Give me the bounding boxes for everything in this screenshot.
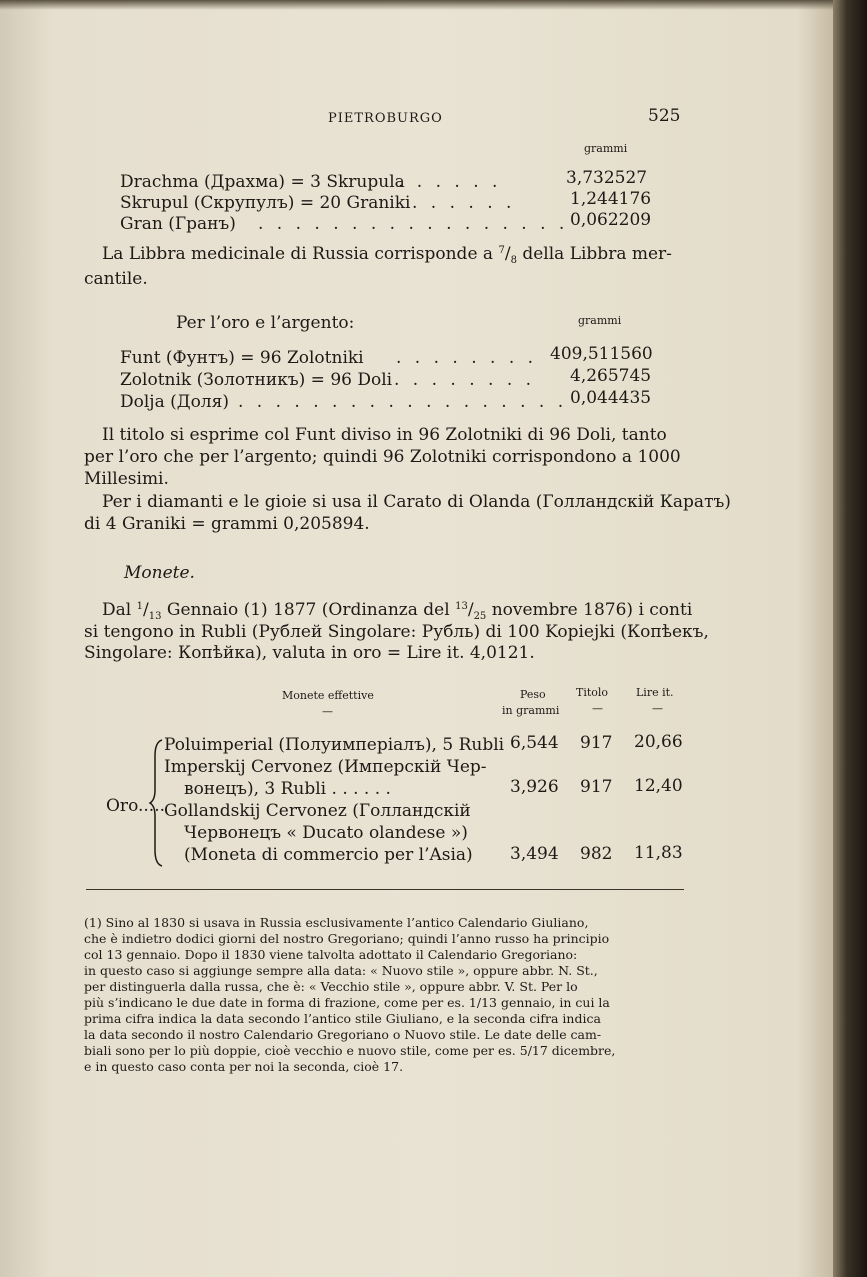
col-header-lire: Lire it. [636,686,674,699]
coin-line: (Moneta di commercio per l’Asia) [184,845,473,865]
medicinal-row-label: Skrupul (Скрупулъ) = 20 Graniki [120,193,411,213]
footnote-line: che è indietro dodici giorni del nostro Gregoriano; quindi l’anno russo ha principio [84,931,610,946]
footnote-line: prima cifra indica la data secondo l’antico stile Giuliano, e la seconda cifra indica [84,1011,601,1026]
note-text: La Libbra medicinale di Russia corrisponde a [102,244,494,264]
coin-titolo: 982 [580,844,613,864]
monete-intro-line1: Dal $^1/_{13}$ Gennaio (1) 1877 (Ordinanza del $^{13}/_{25}$ novembre 1876) i conti [102,600,693,622]
fraction-denominator: 8 [510,255,517,266]
intro-text: Dal [102,600,132,620]
gold-row-value: 409,511560 [550,344,653,364]
col-dash: — [322,705,333,718]
footnote-line: in questo caso si aggiunge sempre alla data: « Nuovo stile », oppure abbr. N. St., [84,963,598,978]
footnote-rule [86,889,684,890]
coin-lire: 20,66 [634,732,683,752]
unit-header-gold: grammi [578,314,622,327]
coin-line: вонецъ), 3 Rubli . . . . . . [184,779,391,799]
page-number: 525 [648,106,681,126]
coin-peso: 3,494 [510,844,559,864]
col-dash: — [592,702,603,715]
monete-intro-line2: si tengono in Rubli (Рублей Singolare: Рубль) di 100 Kopiejki (Копѣекъ, [84,622,709,642]
coin-line: Imperskij Cervonez (Имперскій Чер- [164,757,487,777]
note-text-end: della Libbra mer- [522,244,672,264]
medicinal-row-label: Gran (Гранъ) [120,214,236,234]
gold-heading: Per l’oro e l’argento: [176,313,355,333]
coin-line: Poluimperial (Полуимперіалъ), 5 Rubli [164,735,505,755]
book-spine [833,0,867,1277]
footnote-line: (1) Sino al 1830 si usava in Russia esclusivamente l’antico Calendario Giuliano, [84,915,589,930]
col-header-peso-2: in grammi [502,704,560,717]
gold-row-label: Zolotnik (Золотникъ) = 96 Doli [120,370,393,390]
leader-dots: . . . . . . . . . . . . . . . . . . [238,392,568,412]
fraction-denominator: 25 [473,611,487,622]
carato-paragraph-line: Per i diamanti e le gioie si usa il Carato di Olanda (Голландскій Каратъ) [102,492,731,512]
leader-dots: . . . . . . . . . . . . . . . . . [258,214,569,234]
medicinal-row-label: Drachma (Драхма) = 3 Skrupula [120,172,405,192]
leader-dots: . . . . . . . . [396,348,538,368]
col-header-coin: Monete effettive [282,689,374,702]
fraction-denominator: 13 [148,611,162,622]
gold-row-label: Dolja (Доля) [120,392,229,412]
col-header-titolo: Titolo [576,686,609,699]
gold-row-label: Funt (Фунтъ) = 96 Zolotniki [120,348,364,368]
footnote-line: la data secondo il nostro Calendario Gregoriano o Nuovo stile. Le date delle cam- [84,1027,602,1042]
coin-titolo: 917 [580,733,613,753]
footnote-line: più s’indicano le due date in forma di frazione, come per es. 1/13 gennaio, in cui la [84,995,610,1010]
carato-paragraph-line: di 4 Graniki = grammi 0,205894. [84,514,370,534]
fraction-numerator: 13 [455,601,468,612]
footnote-line: col 13 gennaio. Dopo il 1830 viene talvolta adottato il Calendario Gregoriano: [84,947,578,962]
coin-lire: 12,40 [634,776,683,796]
group-label-oro: Oro..... [106,796,166,816]
footnote-line: per distinguerla dalla russa, che è: « Vecchio stile », oppure abbr. V. St. Per lo [84,979,578,994]
coin-line: Gollandskij Cervonez (Голландскій [164,801,471,821]
col-dash: — [652,702,663,715]
coin-line: Червонецъ « Ducato olandese ») [184,823,468,843]
gold-row-value: 4,265745 [570,366,652,386]
monete-intro-line3: Singolare: Копѣйка), valuta in oro = Lire it. 4,0121. [84,643,535,663]
coin-titolo: 917 [580,777,613,797]
intro-text: novembre 1876) i conti [491,600,693,620]
page-top-edge [0,0,867,10]
medicinal-row-value: 0,062209 [570,210,652,230]
leader-dots: . . . . . . . . [394,370,536,390]
leader-dots: . . . . . . [412,193,516,213]
footnote-line: biali sono per lo più doppie, cioè vecchio e nuovo stile, come per es. 5/17 dicembre, [84,1043,616,1058]
medicinal-row-value: 3,732527 [566,168,648,188]
fraction-numerator: 7 [498,245,505,256]
gold-row-value: 0,044435 [570,388,652,408]
col-header-peso: Peso [520,688,546,701]
titolo-paragraph-line: per l’oro che per l’argento; quindi 96 Zolotniki corrispondono a 1000 [84,447,681,467]
medicinal-row-value: 1,244176 [570,189,652,209]
unit-header-medicinal: grammi [584,142,628,155]
footnote-line: e in questo caso conta per noi la seconda, cioè 17. [84,1059,404,1074]
intro-text: Gennaio (1) 1877 (Ordinanza del [166,600,450,620]
monete-heading: Monete. [124,563,195,583]
running-title: PIETROBURGO [328,111,443,126]
fraction-numerator: 1 [136,601,143,612]
medicinal-note: La Libbra medicinale di Russia corrisponde a $^7/_8$ della Libbra mer- [102,244,672,266]
leader-dots: . . . . . . [398,172,502,192]
titolo-paragraph-line: Millesimi. [84,469,169,489]
medicinal-note-line2: cantile. [84,269,148,289]
titolo-paragraph-line: Il titolo si esprime col Funt diviso in 96 Zolotniki di 96 Doli, tanto [102,425,667,445]
coin-peso: 3,926 [510,777,559,797]
coin-peso: 6,544 [510,733,559,753]
coin-lire: 11,83 [634,843,683,863]
